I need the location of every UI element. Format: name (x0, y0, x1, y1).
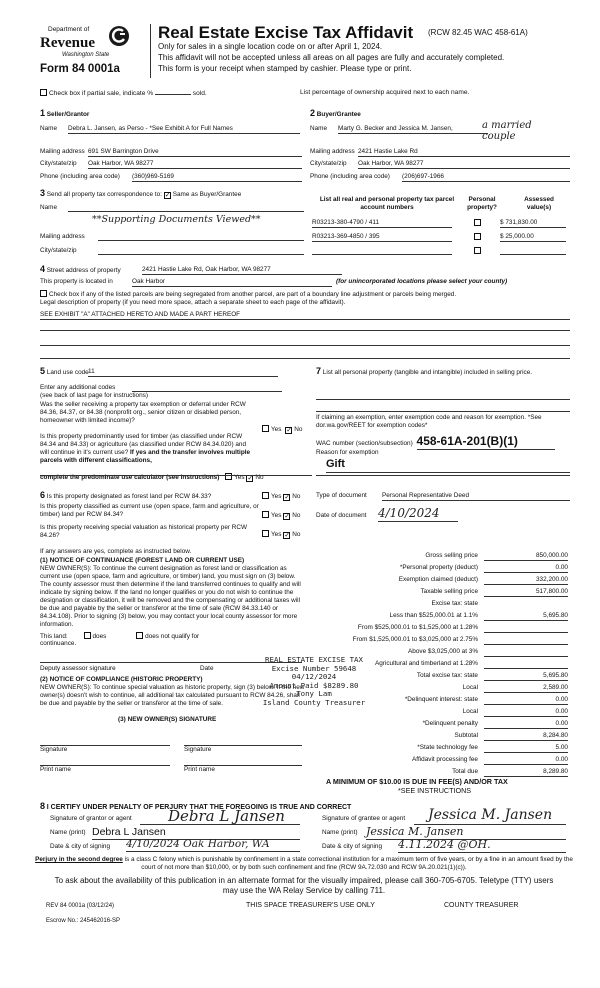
land-use-field[interactable]: 11 (88, 368, 278, 377)
deputy-date-label: Date (200, 665, 214, 672)
seller-name-field[interactable]: Debra L. Jansen, as Perso - *See Exhibit A for Full Names (68, 125, 300, 134)
q6c-yes-checkbox[interactable] (262, 530, 269, 537)
timber-question-b: If yes and the transfer involves multiple parcels with different classifications, (40, 449, 251, 464)
grantee-signature-label: Signature of grantee or agent (322, 815, 406, 822)
calc-row (316, 636, 568, 646)
calc-row (316, 588, 568, 598)
calc-label: Subtotal (454, 732, 478, 739)
additional-codes-note: (see back of last page for instructions) (40, 392, 148, 399)
buyer-city-label: City/state/zip (310, 160, 347, 167)
form-title: Real Estate Excise Tax Affidavit (158, 23, 414, 42)
calc-label: Excise tax: state (431, 600, 478, 607)
calc-value[interactable]: 332,200.00 (484, 576, 568, 585)
q6a-yes-checkbox[interactable] (262, 492, 269, 499)
list-pct-note: List percentage of ownership acquired next to each name. (300, 89, 470, 96)
calc-row (316, 756, 568, 766)
calc-value[interactable]: 2,589.00 (484, 684, 568, 693)
parcel-row (312, 247, 568, 257)
calc-row (316, 552, 568, 562)
grantor-date-label: Date & city of signing (50, 843, 111, 850)
additional-codes-label: Enter any additional codes (40, 384, 116, 391)
historic-question: Is this property receiving special valuation as historical property per RCW 84.26? (40, 524, 248, 539)
calc-label: *Personal property (deduct) (399, 564, 478, 571)
escrow-number: Escrow No.: 245462016-SP (46, 918, 121, 924)
calc-label: Taxable selling price (420, 588, 478, 595)
yes-label: Yes (271, 426, 282, 433)
calc-row (316, 564, 568, 574)
predominate-calculator: complete the predominate use calculator (see instructions) Yes ✓ No (40, 473, 264, 482)
buyer-phone-field[interactable]: (206)697-1966 (402, 173, 570, 182)
doc-date-field[interactable]: 4/10/2024 (378, 506, 458, 522)
parcel-number[interactable]: R03213-380-4790 / 411 (312, 219, 452, 228)
exemption-instructions: If claiming an exemption, enter exemption code and reason for exemption. *See dor.wa.gov/REET for exemption codes* (316, 414, 542, 429)
corr-name-label: Name (40, 204, 58, 211)
seller-name-label: Name (40, 125, 58, 132)
county-treasurer-label: COUNTY TREASURER (444, 902, 519, 909)
calc-label: *State technology fee (417, 744, 478, 751)
q2-no-checkbox[interactable] (246, 475, 253, 482)
corr-mailing-field[interactable] (98, 233, 304, 241)
q1-yes-checkbox[interactable] (262, 425, 269, 432)
forest-question: Is this property designated as forest land per RCW 84.33? (46, 493, 212, 500)
grantor-signature: Debra L Jansen (168, 807, 285, 825)
calc-row (316, 744, 568, 754)
personal-property-checkbox[interactable] (474, 233, 481, 240)
calc-value[interactable]: 8,289.80 (484, 768, 568, 777)
street-address-label: Street address of property (46, 267, 121, 274)
calc-value[interactable]: 5,695.80 (484, 612, 568, 621)
calc-label: Agricultural and timberland at 1.28% (374, 660, 478, 667)
q6b-no-checkbox[interactable] (283, 513, 290, 520)
correspondence-label: Send all property tax correspondence to: (46, 191, 162, 198)
section-1-heading: 1 Seller/Grantor (40, 108, 90, 118)
no-label: No (294, 426, 303, 433)
q6a-no-checkbox[interactable] (283, 494, 290, 501)
grantor-name-field[interactable]: Debra L Jansen (92, 826, 300, 840)
seller-city-label: City/state/zip (40, 160, 77, 167)
calc-label: *Delinquent penalty (422, 720, 478, 727)
partial-sold-label: sold. (192, 90, 207, 97)
current-use-question: Is this property classified as current use (open space, farm and agriculture, or timber) land per RCW 84.34? (40, 503, 259, 518)
grantee-date-field[interactable]: 4.11.2024 @OH. (398, 838, 566, 853)
continuance-label: continuance. (40, 640, 77, 647)
reason-label: Reason for exemption (316, 449, 379, 456)
personal-header: Personal property? (467, 196, 497, 211)
parcel-row (312, 233, 568, 243)
reason-field[interactable]: Gift (326, 458, 570, 473)
located-field[interactable]: Oak Harbor (132, 278, 332, 287)
assessed-header: Assessed value(s) (524, 196, 554, 211)
personal-property-checkbox[interactable] (474, 219, 481, 226)
corr-city-label: City/state/zip (40, 247, 77, 254)
parcel-number[interactable] (312, 247, 452, 255)
calc-value[interactable]: 5.00 (484, 744, 568, 753)
buyer-mailing-label: Mailing address (310, 148, 355, 155)
seller-mailing-field[interactable]: 691 SW Barrington Drive (88, 148, 302, 157)
buyer-name-field[interactable]: Marty G. Becker and Jessica M. Jansen, (338, 125, 488, 134)
buyer-phone-label: Phone (including area code) (310, 173, 390, 180)
calc-label: From $525,000.01 to $1,525,000 at 1.28% (357, 624, 478, 631)
unincorporated-note: (for unincorporated locations please select your county) (336, 278, 508, 285)
notice1-title: (1) NOTICE OF CONTINUANCE (FOREST LAND OR CURRENT USE) (40, 557, 245, 564)
treasurer-use-label: THIS SPACE TREASURER'S USE ONLY (246, 902, 375, 909)
perjury-notice: Perjury in the second degree is a class C felony which is punishable by confinement in a state correctional institution for a maximum term of five years, or by a fine in an amount fixed by the court of not more than $10,000, or by both such confinement and fine (RCW 9A.72.030 and RCW 9A.20.021(1)(c)). (35, 856, 573, 871)
doc-type-label: Type of document (316, 492, 367, 499)
calc-value[interactable] (484, 660, 568, 669)
calc-row (316, 732, 568, 742)
timber-question: Is this property predominantly used for timber (as classified under RCW 84.34 and 84.33) or agriculture (as classified under RCW 84.34.020) and will continue in it's current use? (40, 433, 247, 456)
new-owner-signature-2[interactable] (184, 738, 302, 746)
rcw-reference: (RCW 82.45 WAC 458-61A) (428, 28, 528, 37)
calc-label: Less than $525,000.01 at 1.1% (389, 612, 478, 619)
signature-label: Signature (184, 746, 212, 753)
personal-property-label: List all personal property (tangible and intangible) included in selling price. (322, 369, 533, 376)
grantee-date-label: Date & city of signing (322, 843, 383, 850)
calc-value[interactable]: 0.00 (484, 696, 568, 705)
assessed-value[interactable]: $ 25,000.00 (500, 233, 566, 242)
state-label: Washington State (62, 52, 110, 58)
revision-label: REV 84 0001a (03/12/24) (46, 903, 115, 909)
calc-value[interactable] (484, 600, 568, 609)
alternate-format-notice: To ask about the availability of this publication in an alternate format for the visually impaired, please call 360-705-6705. Teletype (TTY) users may use the WA Relay Service by calling 711. (54, 876, 554, 895)
calc-label: From $1,525,000.01 to $3,025,000 at 2.75% (352, 636, 478, 643)
corr-name-field[interactable] (68, 204, 304, 212)
calc-row (316, 720, 568, 730)
calc-row (316, 600, 568, 610)
signature-label: Signature (40, 746, 68, 753)
calc-label: Total due (452, 768, 478, 775)
calc-label: Above $3,025,000 at 3% (408, 648, 478, 655)
see-instructions: *SEE INSTRUCTIONS (398, 786, 472, 795)
dor-logo (28, 24, 148, 80)
calc-value[interactable]: 0.00 (484, 564, 568, 573)
land-use-label: Land use code (46, 369, 89, 376)
q6c-no-checkbox[interactable] (283, 532, 290, 539)
notice3-title: (3) NEW OWNER(S) SIGNATURE (118, 716, 217, 723)
calc-label: Affidavit processing fee (412, 756, 478, 763)
calc-value[interactable] (484, 624, 568, 633)
personal-property-checkbox[interactable] (474, 247, 481, 254)
header-line3: This form is your receipt when stamped by cashier. Please type or print. (158, 64, 412, 73)
wac-field[interactable]: 458-61A-201(B)(1) (417, 434, 555, 450)
header-line1: Only for sales in a single location code on or after April 1, 2024. (158, 42, 383, 51)
q1-no-checkbox[interactable] (285, 427, 292, 434)
personal-property-field[interactable] (316, 392, 570, 400)
doc-date-label: Date of document (316, 512, 367, 519)
calc-label: Exemption claimed (deduct) (398, 576, 478, 583)
assessed-value[interactable]: $ 731,830.00 (500, 219, 566, 228)
calc-value[interactable]: 5,695.80 (484, 672, 568, 681)
legal-description-label: Legal description of property (if you need more space, attach a separate sheet to each page of the affidavit). (40, 299, 346, 306)
certify-text: I CERTIFY UNDER PENALTY OF PERJURY THAT THE FOREGOING IS TRUE AND CORRECT (46, 804, 352, 811)
swirl-logo-icon (108, 25, 130, 47)
located-label: This property is located in (40, 278, 113, 285)
additional-codes-field[interactable] (132, 384, 282, 392)
grantor-signature-label: Signature of grantor or agent (50, 815, 132, 822)
notice2-text: NEW OWNER(S): To continue special valuation as historic property, sign (3) below. If the new owner(s) doesn't wish to continue, all additional tax calculated pursuant to RCW 84.26, shall be due and payable by the seller or transferor at the time of sale. (40, 684, 305, 707)
print-name-label: Print name (184, 766, 215, 773)
parcel-number[interactable]: R03213-369-4850 / 395 (312, 233, 452, 242)
calc-label: Local (462, 708, 478, 715)
does-label: does (92, 633, 107, 640)
calc-label: *Delinquent interest: state (404, 696, 478, 703)
calc-row (316, 624, 568, 634)
section-2-heading: 2 Buyer/Grantee (310, 108, 361, 118)
same-as-buyer-label: Same as Buyer/Grantee (172, 191, 242, 198)
calc-value[interactable]: 0.00 (484, 756, 568, 765)
answers-instruction: If any answers are yes, complete as instructed below. (40, 548, 192, 555)
calc-label: Local (462, 684, 478, 691)
dept-label: Department of (48, 26, 90, 33)
parcel-row (312, 219, 568, 229)
calc-row (316, 576, 568, 586)
new-owner-print-2[interactable] (184, 758, 302, 766)
grantor-name-label: Name (print) (50, 829, 86, 836)
new-owner-print-1[interactable] (40, 758, 170, 766)
calc-row (316, 708, 568, 718)
street-address-field[interactable]: 2421 Hastie Lake Rd, Oak Harbor, WA 98277 (142, 266, 342, 275)
calc-label: Gross selling price (425, 552, 478, 559)
grantee-name-label: Name (print) (322, 829, 358, 836)
notice2-title: (2) NOTICE OF COMPLIANCE (HISTORIC PROPERTY) (40, 676, 203, 683)
partial-pct-field[interactable] (155, 88, 191, 95)
calc-value[interactable]: 850,000.00 (484, 552, 568, 561)
minimum-fee-note: A MINIMUM OF $10.00 IS DUE IN FEE(S) AND/OR TAX (326, 777, 508, 786)
does-not-label: does not qualify for (145, 633, 200, 640)
deputy-signature-label: Deputy assessor signature (40, 665, 116, 672)
calc-value[interactable] (484, 648, 568, 657)
calc-value[interactable]: 0.00 (484, 720, 568, 729)
buyer-mailing-field[interactable]: 2421 Hastie Lake Rd (358, 148, 570, 157)
header-line2: This affidavit will not be accepted unless all areas on all pages are fully and accurately completed. (158, 53, 505, 62)
calc-value[interactable]: 0.00 (484, 708, 568, 717)
calc-value[interactable]: 517,800.00 (484, 588, 568, 597)
seller-phone-field[interactable]: (360)969-5169 (132, 173, 302, 182)
grantor-date-field[interactable]: 4/10/2024 Oak Harbor, WA (126, 838, 300, 852)
q6b-yes-checkbox[interactable] (262, 511, 269, 518)
treasurer-receipt-stamp: REAL ESTATE EXCISE TAX Excise Number 59648 04/12/2024 Amount Paid $8289.80 Tony Lam Island County Treasurer (262, 655, 366, 707)
buyer-city-field[interactable]: Oak Harbor, WA 98277 (358, 160, 570, 169)
calc-row (316, 612, 568, 622)
this-land-label: This land: (40, 633, 68, 640)
wac-label: WAC number (section/subsection) (316, 440, 413, 447)
grantee-signature: Jessica M. Jansen (428, 807, 553, 823)
grantee-name-field[interactable]: Jessica M. Jansen (366, 825, 566, 840)
seller-mailing-label: Mailing address (40, 148, 85, 155)
segregated-label: Check box if any of the listed parcels are being segregated from another parcel, are part of a boundary line adjustment or parcels being merged. (49, 291, 457, 298)
segregated-checkbox[interactable] (40, 290, 47, 297)
exemption-question: Was the seller receiving a property tax exemption or deferral under RCW 84.36, 84.37, or 84.38 (nonprofit org., senior citizen or disabled person, homeowner with limited income)? (40, 401, 246, 424)
doc-type-field[interactable]: Personal Representative Deed (382, 492, 570, 501)
legal-description-field[interactable]: SEE EXHIBIT "A" ATTACHED HERETO AND MADE A PART HEREOF (40, 311, 570, 320)
revenue-label: Revenue (40, 35, 95, 51)
notice1-text: NEW OWNER(S): To continue the current designation as forest land or classification as current use (open space, farm and agriculture, or timber) land, you must sign on (3) below. The county assessor must then determine if the land transferred continues to qualify and will indicate by signing below. If the land no longer qualifies or you do not wish to continue the designation or classification, it will be removed and the compensating or additional taxes will be due and payable by the seller or transferor at the time of sale (RCW 84.33.140 or 84.34.108). Prior to signing (3) below, you may contact your local county assessor for more information. (40, 565, 301, 628)
does-not-qualify-checkbox[interactable] (136, 632, 143, 639)
buyer-handwritten-note: a married couple (482, 120, 532, 142)
calc-value[interactable]: 8,284.80 (484, 732, 568, 741)
buyer-name-label: Name (310, 125, 328, 132)
corr-city-field[interactable] (98, 247, 304, 255)
calc-value[interactable] (484, 636, 568, 645)
supporting-docs-stamp: **Supporting Documents Viewed** (92, 214, 261, 225)
assessed-value[interactable] (500, 247, 566, 255)
same-as-buyer-checkbox[interactable] (164, 192, 171, 199)
new-owner-signature-1[interactable] (40, 738, 170, 746)
form-number: Form 84 0001a (40, 63, 120, 75)
seller-city-field[interactable]: Oak Harbor, WA 98277 (88, 160, 302, 169)
does-qualify-checkbox[interactable] (84, 632, 91, 639)
seller-phone-label: Phone (including area code) (40, 173, 120, 180)
calc-label: Total excise tax: state (416, 672, 478, 679)
corr-mailing-label: Mailing address (40, 233, 85, 240)
parcel-header: List all real and personal property tax parcel account numbers (319, 196, 455, 211)
print-name-label: Print name (40, 766, 71, 773)
partial-sale-checkbox[interactable] (40, 89, 47, 96)
partial-sale-label: Check box if partial sale, indicate % (49, 90, 154, 97)
